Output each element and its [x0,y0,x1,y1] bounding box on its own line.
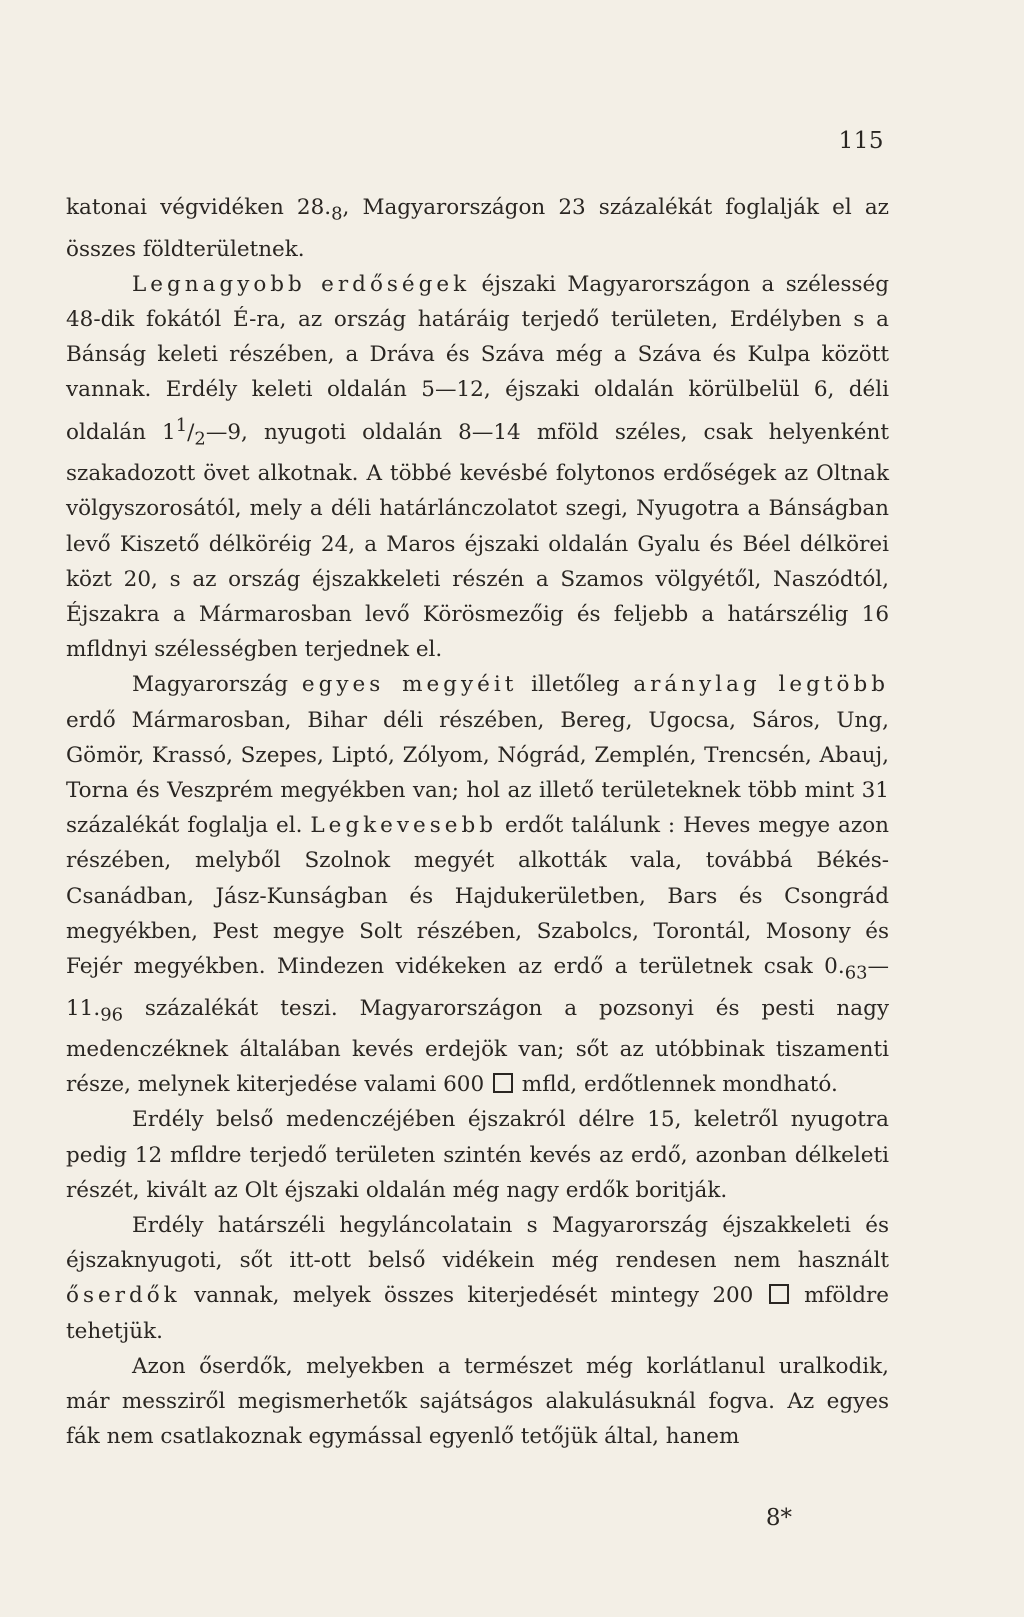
text-run: 63 [844,962,868,984]
text-run: Azon őserdők, melyekben a természet még korlátlanul uralkodik, már messziről megismerhetők sajátságos alakulásuknál fogva. Az egyes fák nem csatlakoznak egymással egyenlő tetőjük által, hanem [66,1353,889,1450]
text-run: 96 [100,1003,123,1025]
text-run: erdő Mármarosban, Bihar déli részében, Bereg, Ugocsa, Sáros, Ung, Gömör, Krassó, Szepes, Liptó, Zólyom, Nógrád, Zemplén, Trencsén, Abauj, Torna és Veszprém megyékben van; hol az illető területeknek több mint 31 százalékát foglalja el. [66,707,889,839]
text-run: katonai végvidéken 28. [66,195,332,220]
body-text [66,190,889,1454]
text-run: mföldre tehetjük. [66,1283,889,1344]
square-symbol-icon [769,1284,789,1304]
text-run: Erdély határszéli hegyláncolatain s Magyarország éjszakkeleti és éjszaknyugoti, sőt itt-ott belső vidékein még rendesen nem használt [66,1213,889,1274]
spaced-emphasis: aránylag legtöbb [633,672,890,698]
spaced-emphasis: Legnagyobb erdőségek [132,271,471,297]
text-run: / [187,419,195,445]
text-run: mfld, erdőtlennek mondható. [514,1072,838,1098]
text-run: éjszaki Magyarországon a szélesség 48-dik fokától É-ra, az ország határáig terjedő területen, Erdélyben s a Bánság keleti részében, a Dráva és Száva még a Száva és Kulpa között vannak. Erdély keleti oldalán 5—12, éjszaki oldalán körülbelül 6, déli oldalán 1 [66,271,889,445]
text-run: illetőleg [517,672,634,698]
paragraph [66,1102,889,1208]
text-run: Erdély belső medenczéjében éjszakról délre 15, keletről nyugotra pedig 12 mfldre terjedő területen szintén kevés az erdő, azonban délkeleti részét, kivált az Olt éjszaki oldalán még nagy erdők boritják. [66,1107,889,1203]
spaced-emphasis: egyes megyéit [301,672,518,698]
paragraph [66,1349,889,1455]
paragraph [66,1208,889,1349]
text-run: vannak, melyek összes kiterjedését mintegy 200 [180,1283,767,1309]
text-run: Magyarország [132,672,302,698]
text-run: 8 [331,203,343,225]
paragraph [66,190,889,267]
text-run: százalékát teszi. Magyarországon a pozsonyi és pesti nagy medenczéknek általában kevés erdejök van; sőt az utóbbinak tiszamenti része, melynek kiterjedése valami 600 [66,995,889,1098]
paragraph [66,667,889,1102]
signature-mark: 8* [765,1505,792,1531]
square-symbol-icon [493,1073,513,1093]
spaced-emphasis: őserdők [66,1283,181,1309]
text-run: —11. [66,954,889,1021]
text-run: erdőt találunk : Heves megye azon részében, melyből Szolnok megyét alkották vala, továbbá Békés-Csanádban, Jász-Kunságban és Hajdukerületben, Bars és Csongrád megyékben, Pest megye Solt részében, Szabolcs, Torontál, Mosony és Fejér megyékben. Mindezen vidékeken az erdő a területnek csak 0. [66,813,889,980]
text-run: , Magyarországon 23 százalékát foglalják el az összes földterületnek. [66,195,889,262]
spaced-emphasis: Legkevesebb [310,813,498,839]
page-number: 115 [838,128,884,154]
text-run: 2 [194,427,206,449]
paragraph [66,267,889,668]
text-run: —9, nyugoti oldalán 8—14 mföld széles, csak helyenként szakadozott övet alkotnak. A többé kevésbé folytonos erdőségek az Oltnak völgyszorosától, mely a déli határlánczolatot szegi, Nyugotra a Bánságban levő Kiszető délköréig 24, a Maros éjszaki oldalán Gyalu és Béel délkörei közt 20, s az ország éjszakkeleti részén a Szamos völgyétől, Naszódtól, Éjszakra a Mármarosban levő Körösmezőig és feljebb a határszélig 16 mfldnyi szélességben terjednek el. [66,419,889,663]
text-run: 1 [175,414,188,436]
